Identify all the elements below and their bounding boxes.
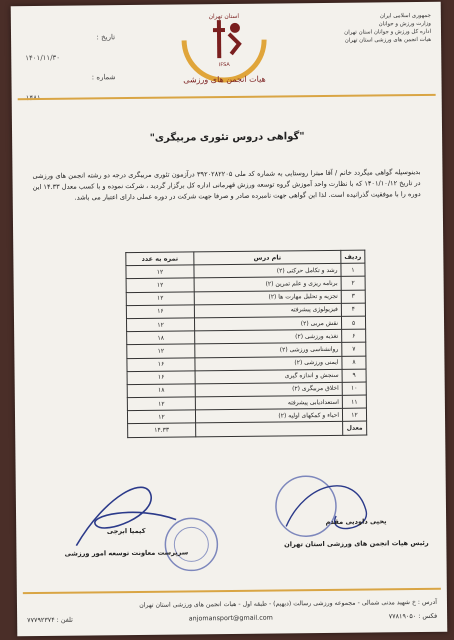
- average-spacer: [196, 422, 343, 437]
- average-value: ۱۴.۳۳: [128, 423, 196, 437]
- footer-phone: تلفن : ۷۷۷۹۲۳۷۴: [27, 615, 73, 625]
- course-name: تجزیه و تحلیل مهارت ها (۲): [194, 290, 341, 305]
- date-row: [25, 27, 115, 48]
- header-line: اداره کل ورزش و جوانان استان تهران: [344, 28, 432, 36]
- course-grade: ۱۲: [126, 291, 194, 305]
- header-line: جمهوری اسلامی ایران: [379, 12, 431, 20]
- course-name: رشد و تکامل حرکتی (۲): [194, 264, 341, 279]
- course-name: استعدادیابی پیشرفته: [195, 395, 342, 410]
- logo-top-text: استان تهران: [208, 12, 240, 21]
- course-name: روانشناسی ورزشی (۲): [195, 343, 342, 358]
- left-signatory-name: کیمیا ابرجی: [106, 526, 146, 536]
- number-label: شماره :: [91, 73, 116, 82]
- grades-table: [125, 250, 367, 438]
- course-grade: ۱۸: [127, 331, 195, 345]
- course-name: اخلاق مربیگری (۲): [195, 382, 342, 397]
- right-signatory-name: یحیی داودیی مقدم: [325, 517, 387, 526]
- course-grade: ۱۲: [126, 278, 194, 292]
- course-name: فیزیولوژی پیشرفته: [194, 303, 341, 318]
- row-number: ۵: [341, 316, 365, 329]
- average-label: معدل: [343, 422, 367, 435]
- header-meta-block: [25, 27, 116, 108]
- course-name: برنامه ریزی و علم تمرین (۲): [194, 277, 341, 292]
- course-name: احیاء و کمکهای اولیه (۲): [195, 409, 342, 424]
- right-signatory-title: رئیس هیات انجمن های ورزشی استان تهران: [284, 538, 429, 549]
- course-name: ایمنی ورزشی (۲): [195, 356, 342, 371]
- row-number: ۱: [341, 263, 365, 276]
- course-grade: ۱۸: [127, 384, 195, 398]
- column-header-grade: نمره به عدد: [126, 252, 194, 266]
- course-grade: ۱۲: [127, 344, 195, 358]
- date-label: تاریخ :: [96, 33, 116, 42]
- footer-website: anjomansport@gmail.com: [188, 613, 273, 623]
- course-grade: ۱۲: [127, 410, 195, 424]
- course-name: تغذیه ورزشی (۲): [195, 329, 342, 344]
- certificate-body: بدینوسیله گواهی میگردد خانم / آقا میترا روستایی به شماره کد ملی ۳۹۲۰۲۸۲۲۰۵ درآزمون تئوری مربیگری درجه دو رشته انجمن های ورزشی در تاریخ ۱۴۰۱/۱۰/۱۲ که با نظارت واحد آموزش گروه توسعه ورزش قهرمانی اداره کل برگزار گردید ، شرکت نموده و با کسب معدل ۱۴.۳۳ این دوره را با موفقیت گذرانیده است. لذا این گواهی جهت نامبرده صادر و صرفا جهت شرکت در دوره عملی دارای اعتبار می باشد.: [32, 167, 421, 202]
- course-grade: ۱۲: [126, 265, 194, 279]
- row-number: ۴: [341, 303, 365, 316]
- right-signatory: [281, 517, 431, 549]
- course-name: سنجش و اندازه گیری: [195, 369, 342, 384]
- row-number: ۲: [341, 276, 365, 289]
- row-number: ۱۰: [342, 382, 366, 395]
- header-line: هیات انجمن های ورزشی استان تهران: [344, 36, 432, 44]
- course-grade: ۱۶: [126, 305, 194, 319]
- footer-address: آدرس : خ شهید مدنی شمالی - مجموعه ورزشی رسالت (دیهیم) - طبقه اول - هیات انجمن های ورزشی استان تهران: [139, 598, 438, 609]
- row-number: ۸: [342, 356, 366, 369]
- footer-fax: فکس : ۷۷۸۱۹۰۵۰: [388, 611, 438, 621]
- row-number: ۱۲: [342, 408, 366, 421]
- course-grade: ۱۶: [127, 357, 195, 371]
- organization-logo: [169, 9, 280, 88]
- row-number: ۱۱: [342, 395, 366, 408]
- column-header-row-number: ردیف: [341, 250, 365, 263]
- number-row: [25, 67, 115, 88]
- row-number: ۶: [342, 329, 366, 342]
- date-value: ۱۴۰۱/۱۱/۳۰: [25, 53, 61, 63]
- course-grade: ۱۶: [127, 371, 195, 385]
- course-name: نقش مربی (۲): [194, 316, 341, 331]
- header-org-block: [301, 12, 431, 45]
- course-grade: ۱۲: [127, 397, 195, 411]
- logo-bottom-text: هیات انجمن های ورزشی: [183, 74, 266, 85]
- logo-mark-text: IFSA: [218, 61, 230, 69]
- column-header-course: نام درس: [194, 250, 341, 265]
- course-grade: ۱۲: [126, 318, 194, 332]
- left-signatory: [56, 526, 196, 557]
- certificate-page: [11, 2, 448, 636]
- certificate-title: "گواهی دروس تئوری مربیگری": [149, 131, 305, 144]
- average-row: [128, 422, 367, 438]
- header-line: وزارت ورزش و جوانان: [378, 20, 431, 28]
- row-number: ۷: [342, 342, 366, 355]
- row-number: ۹: [342, 369, 366, 382]
- left-signatory-title: سرپرست معاونت توسعه امور ورزشی: [64, 548, 189, 558]
- row-number: ۳: [341, 290, 365, 303]
